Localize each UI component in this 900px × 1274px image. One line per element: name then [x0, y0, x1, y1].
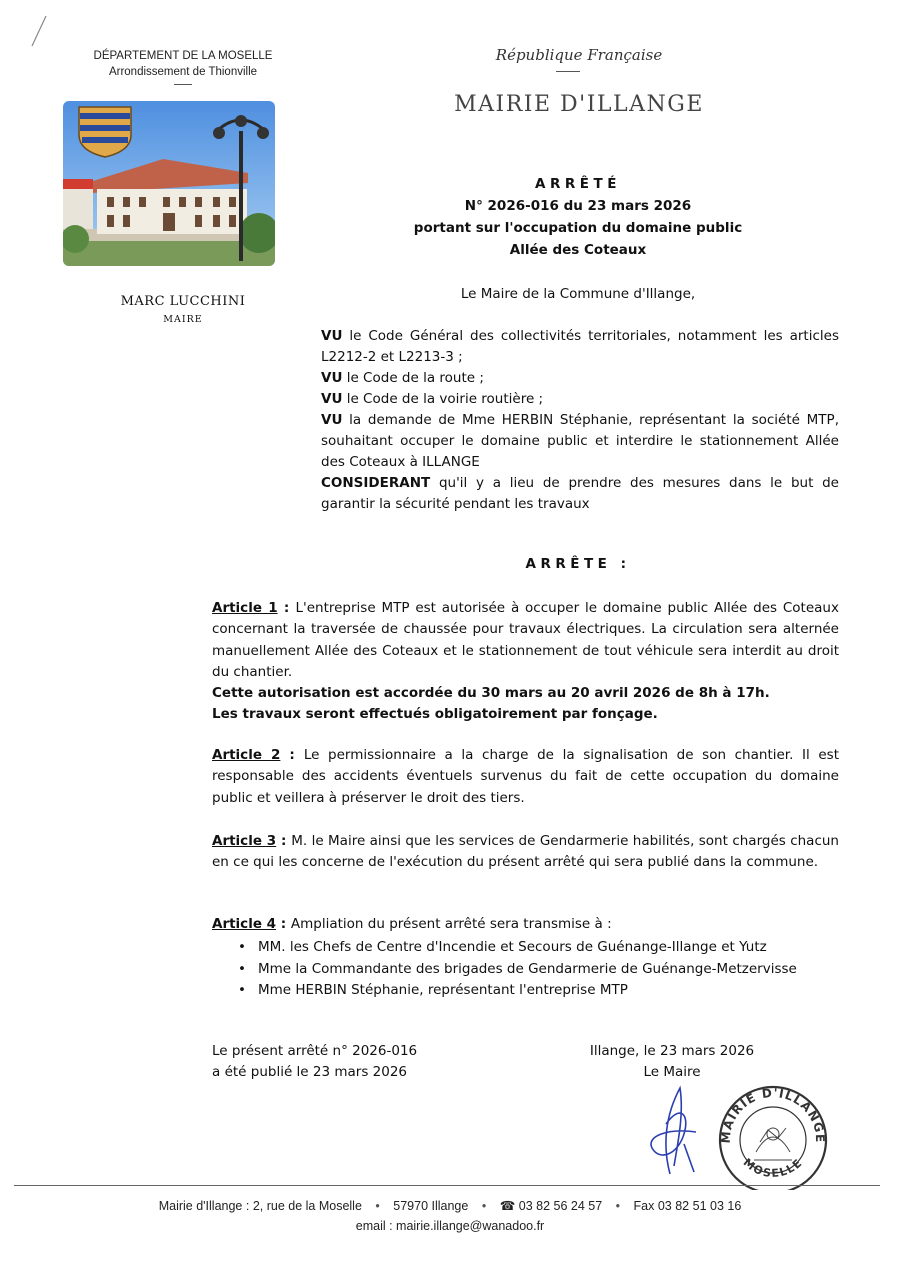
bullet: •: [481, 1199, 487, 1213]
authorization-dates: Cette autorisation est accordée du 30 mars au 20 avril 2026 de 8h à 17h.: [212, 685, 770, 702]
mayor-title: MAIRE: [163, 314, 203, 325]
footer-fax: Fax 03 82 51 03 16: [633, 1199, 742, 1213]
considerations: [321, 326, 839, 515]
footer-phone: 03 82 56 24 57: [518, 1199, 603, 1213]
mairie-title: MAIRIE D'ILLANGE: [454, 92, 704, 117]
article-2: Article 2 : Le permissionnaire a la charge de la signalisation de son chantier. Il est responsable des accidents éventuels survenus du fait de cette occupation du domaine public et veillera à préserver le droit des tiers.: [212, 747, 839, 806]
signer-title: Le Maire: [643, 1064, 701, 1080]
bullet: •: [375, 1199, 380, 1213]
department-block: [60, 48, 306, 85]
article-label: Article 3: [212, 833, 277, 849]
mayor-name: MARC LUCCHINI: [120, 294, 246, 309]
article-label: Article 1: [212, 600, 278, 616]
list-item: • Mme HERBIN Stéphanie, représentant l'entreprise MTP: [258, 980, 839, 1001]
official-seal: [708, 1082, 838, 1190]
consideration-item: VU la demande de Mme HERBIN Stéphanie, représentant la société MTP, souhaitant occuper le domaine public et interdire le stationnement Allée des Coteaux à ILLANGE: [321, 412, 839, 470]
list-item: • Mme la Commandante des brigades de Gendarmerie de Guénange-Metzervisse: [258, 959, 839, 980]
publication-note: Le présent arrêté n° 2026-016 a été publié le 23 mars 2026: [212, 1043, 418, 1080]
republic-label: République Française: [495, 46, 663, 64]
svg-text:MOSELLE: MOSELLE: [740, 1155, 806, 1181]
recipient-list: [212, 937, 839, 1001]
arrete-location: Allée des Coteaux: [509, 242, 647, 258]
footer: [0, 1196, 900, 1236]
place-date: Illange, le 23 mars 2026: [589, 1043, 755, 1059]
consideration-item: VU le Code Général des collectivités territoriales, notamment les articles L2212-2 et L2213-3 ;: [321, 328, 839, 365]
consideration-item: VU le Code de la voirie routière ;: [321, 391, 544, 407]
article-label: Article 2: [212, 747, 281, 763]
consideration-item: CONSIDERANT qu'il y a lieu de prendre des mesures dans le but de garantir la sécurité pendant les travaux: [321, 475, 839, 512]
footer-city: 57970 Illange: [393, 1199, 469, 1213]
divider: [174, 84, 192, 85]
arrete-number: N° 2026-016 du 23 mars 2026: [464, 198, 692, 214]
article-1: Article 1 : L'entreprise MTP est autorisée à occuper le domaine public Allée des Coteaux concernant la traversée de chaussée pour travaux électriques. La circulation sera alternée manuellement Allée des Coteaux et le stationnement de tout véhicule sera interdit au droit du chantier. Cette autorisation est accordée du 30 mars au 20 avril 2026 de 8h à 17h. Les travaux seront effectués obligatoirement par fonçage.: [212, 598, 839, 726]
town-hall-photo: [63, 101, 275, 266]
article-3: Article 3 : M. le Maire ainsi que les services de Gendarmerie habilités, sont chargés chacun en ce qui les concerne de l'exécution du présent arrêté qui sera publié dans la commune.: [212, 833, 839, 871]
footer-email: email : mairie.illange@wanadoo.fr: [355, 1219, 545, 1233]
list-item: • MM. les Chefs de Centre d'Incendie et Secours de Guénange-Illange et Yutz: [258, 937, 839, 958]
signature-block: [560, 1041, 784, 1083]
footer-name: Mairie d'Illange :: [158, 1199, 250, 1213]
phone-icon: ☎: [499, 1199, 516, 1213]
intro-line: Le Maire de la Commune d'Illange,: [460, 286, 696, 302]
department-name: DÉPARTEMENT DE LA MOSELLE: [93, 50, 273, 62]
arrondissement: Arrondissement de Thionville: [108, 66, 258, 78]
article-4: Article 4 : Ampliation du présent arrêté sera transmise à : • MM. les Chefs de Centre d'Incendie et Secours de Guénange-Illange et Yutz • Mme la Commandante des brigades de Gendarmerie de Guénange-Metzervisse • Mme HERBIN Stéphanie, représentant l'entreprise MTP: [212, 914, 839, 1001]
arrete-title: ARRÊTÉ: [535, 176, 621, 192]
svg-text:MAIRIE D'ILLANGE: MAIRIE D'ILLANGE: [718, 1085, 828, 1144]
footer-divider: [14, 1185, 880, 1186]
footer-address: 2, rue de la Moselle: [252, 1199, 362, 1213]
arrete-subject: portant sur l'occupation du domaine public: [413, 220, 743, 236]
bullet: •: [615, 1199, 621, 1213]
arrete-heading: ARRÊTE :: [525, 556, 631, 572]
scan-mark: [24, 14, 54, 54]
work-method: Les travaux seront effectués obligatoirement par fonçage.: [212, 706, 658, 723]
divider: [556, 71, 580, 72]
handwritten-signature: [640, 1084, 704, 1180]
consideration-item: VU le Code de la route ;: [321, 370, 484, 386]
article-label: Article 4: [212, 916, 277, 932]
